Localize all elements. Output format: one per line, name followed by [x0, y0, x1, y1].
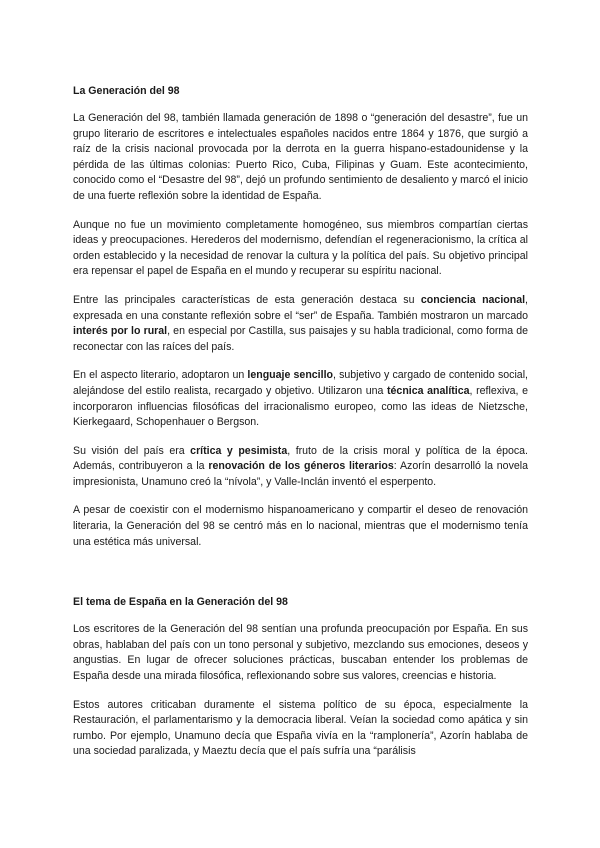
paragraph: En el aspecto literario, adoptaron un lenguaje sencillo, subjetivo y cargado de contenido social, alejándose del estilo realista, recargado y objetivo. Utilizaron una técnica analítica, reflexiva, e incorporaron influencias filosóficas del irracionalismo europeo, como las ideas de Nietzsche, Kierkegaard, Schopenhauer o Bergson. [73, 369, 528, 429]
paragraph: Entre las principales características de esta generación destaca su conciencia nacional, expresada en una constante reflexión sobre el “ser” de España. También mostraron un marcado interés por lo rural, en especial por Castilla, sus paisajes y su habla tradicional, como forma de reconectar con las raíces del país. [73, 293, 528, 353]
paragraph: A pesar de coexistir con el modernismo hispanoamericano y compartir el deseo de renovación literaria, la Generación del 98 se centró más en lo nacional, mientras que el modernismo tenía una estética más universal. [73, 504, 528, 548]
paragraph: Su visión del país era crítica y pesimista, fruto de la crisis moral y política de la época. Además, contribuyeron a la renovación de los géneros literarios: Azorín desarrolló la novela impresionista, Unamuno creó la “nívola”, y Valle-Inclán inventó el esperpento. [73, 444, 529, 488]
paragraph: La Generación del 98, también llamada generación de 1898 o “generación del desastre”, fue un grupo literario de escritores e intelectuales españoles nacidos entre 1864 y 1876, que surgió a raíz de la crisis nacional provocada por la derrota en la guerra hispano-estadounidense y la pérdida de las últimas colonias: Puerto Rico, Cuba, Filipinas y Guam. Este acontecimiento, conocido como el “Desastre del 98”, dejó un profundo sentimiento de desaliento y marcó el inicio de una fuerte reflexión sobre la identidad de España. [73, 112, 528, 202]
section-title: El tema de España en la Generación del 98 [73, 596, 288, 609]
paragraph: Aunque no fue un movimiento completamente homogéneo, sus miembros compartían ciertas ideas y preocupaciones. Herederos del modernismo, defendían el regeneracionismo, la crítica al orden establecido y la necesidad de renovar la cultura y la política del país. Su objetivo principal era repensar el papel de España en el mundo y recuperar su espíritu nacional. [73, 218, 528, 278]
paragraph: Estos autores criticaban duramente el sistema político de su época, especialmente la Restauración, el parlamentarismo y la democracia liberal. Veían la sociedad como apática y sin rumbo. Por ejemplo, Unamuno decía que España vivía en la “ramplonería”, Azorín hablaba de una sociedad paralizada, y Maeztu decía que el país sufría una “parálisis [73, 698, 528, 758]
bold-term: técnica analítica [387, 384, 470, 397]
bold-term: renovación de los géneros literarios [208, 460, 394, 473]
bold-term: conciencia nacional [420, 293, 526, 306]
section-spacer [73, 563, 528, 595]
section-title: La Generación del 98 [73, 85, 180, 97]
bold-term: interés por lo rural [73, 325, 168, 338]
paragraph: Los escritores de la Generación del 98 sentían una profunda preocupación por España. En sus obras, hablaban del país con un tono personal y subjetivo, mezclando sus emociones, deseos y angustias. En lugar de ofrecer soluciones prácticas, buscaban entender los problemas de España desde una mirada filosófica, reflexionando sobre sus valores, creencias e historia. [73, 623, 528, 683]
bold-term: lenguaje sencillo [247, 369, 333, 382]
bold-term: crítica y pesimista [190, 444, 288, 457]
